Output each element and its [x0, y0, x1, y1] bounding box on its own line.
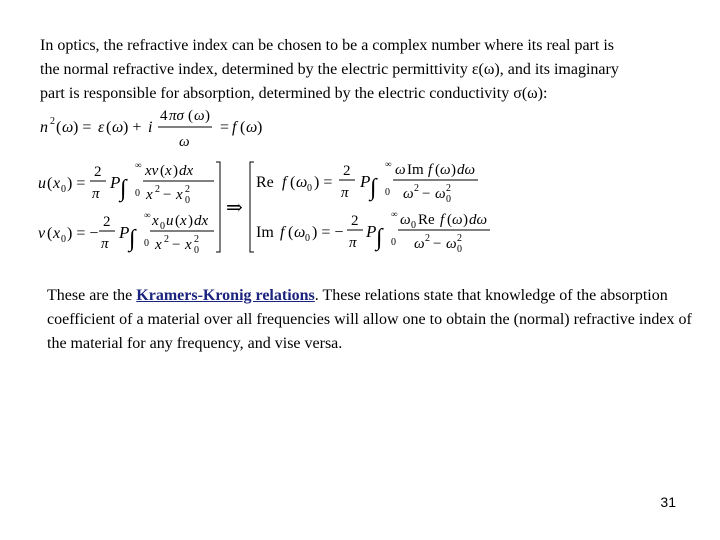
- svg-text:⇒: ⇒: [226, 197, 243, 219]
- svg-text:(: (: [435, 162, 440, 178]
- svg-text:ω: ω: [395, 162, 406, 178]
- outro-prefix: These are the: [47, 287, 137, 304]
- svg-text:ω: ω: [296, 174, 308, 191]
- svg-text:(: (: [47, 225, 53, 242]
- svg-text:Im: Im: [407, 162, 424, 178]
- svg-text:) =: ) =: [67, 175, 86, 192]
- svg-text:): ): [188, 213, 193, 229]
- kk-equation-im: [256, 209, 490, 255]
- svg-text:∞: ∞: [135, 160, 142, 170]
- svg-text:2: 2: [155, 184, 160, 195]
- svg-text:x: x: [180, 213, 187, 229]
- intro-line-3: part is responsible for absorption, determined by the electric conductivity σ(ω):: [40, 85, 548, 102]
- svg-text:2: 2: [194, 234, 199, 245]
- svg-text:−: −: [433, 236, 442, 252]
- svg-text:dω: dω: [469, 212, 488, 228]
- svg-text:Re: Re: [418, 212, 435, 228]
- refractive-index-equation: [40, 108, 262, 150]
- svg-text:x: x: [146, 187, 153, 203]
- svg-text:ω: ω: [294, 224, 306, 241]
- svg-text:ω: ω: [446, 236, 457, 252]
- svg-text:P: P: [119, 223, 130, 242]
- svg-text:0: 0: [61, 184, 66, 195]
- svg-text:∫: ∫: [129, 226, 136, 252]
- svg-text:ω: ω: [414, 236, 425, 252]
- svg-text:(: (: [240, 119, 246, 136]
- kramers-kronig-link[interactable]: Kramers-Kronig relations: [136, 287, 315, 304]
- svg-text:(: (: [56, 119, 62, 136]
- svg-text:x: x: [53, 225, 61, 242]
- svg-text:(: (: [106, 119, 112, 136]
- svg-text:(: (: [288, 224, 294, 241]
- intro-line-2: the normal refractive index, determined by the electric permittivity ε(ω), and its imaginary: [40, 61, 619, 78]
- svg-text:0: 0: [61, 234, 66, 245]
- svg-text:−: −: [163, 187, 172, 203]
- svg-text:∫: ∫: [376, 225, 383, 251]
- svg-text:π: π: [349, 235, 357, 251]
- svg-text:0: 0: [307, 183, 312, 194]
- svg-text:f: f: [280, 224, 285, 241]
- page-number: 31: [660, 494, 676, 510]
- svg-text:x: x: [176, 187, 183, 203]
- svg-text:0: 0: [446, 194, 451, 205]
- kk-equation-re: [256, 159, 478, 205]
- svg-text:2: 2: [446, 183, 451, 194]
- svg-text:u: u: [166, 213, 174, 229]
- svg-text:2: 2: [94, 164, 102, 180]
- svg-text:Re: Re: [256, 174, 274, 191]
- svg-text:ω: ω: [194, 108, 205, 124]
- svg-text:f: f: [428, 162, 433, 178]
- svg-text:f: f: [232, 119, 237, 136]
- svg-text:∫: ∫: [120, 176, 127, 202]
- svg-text:0: 0: [385, 187, 390, 198]
- svg-text:2: 2: [425, 233, 430, 244]
- svg-text:0: 0: [411, 220, 416, 231]
- svg-text:xv: xv: [145, 163, 159, 179]
- svg-text:): ): [463, 212, 468, 228]
- svg-text:ω: ω: [179, 134, 190, 150]
- svg-text:x: x: [155, 237, 162, 253]
- svg-text:π: π: [341, 185, 349, 201]
- svg-text:n: n: [40, 119, 48, 136]
- svg-text:2: 2: [185, 184, 190, 195]
- outro-paragraph: [47, 284, 697, 356]
- svg-text:4: 4: [160, 108, 168, 124]
- implies-connector: [216, 162, 254, 252]
- kk-equation-u: [38, 160, 214, 206]
- svg-text:0: 0: [135, 188, 140, 199]
- svg-text:P: P: [366, 222, 377, 241]
- svg-text:x: x: [165, 163, 172, 179]
- svg-text:): ): [173, 163, 178, 179]
- svg-text:2: 2: [457, 233, 462, 244]
- svg-text:ω: ω: [400, 212, 411, 228]
- svg-text:ω: ω: [403, 186, 414, 202]
- svg-text:x: x: [185, 237, 192, 253]
- svg-text:ω: ω: [435, 186, 446, 202]
- svg-text:f: f: [282, 174, 287, 191]
- svg-text:−: −: [422, 186, 431, 202]
- svg-text:): ): [257, 119, 263, 136]
- svg-text:π: π: [92, 186, 100, 202]
- svg-text:0: 0: [457, 244, 462, 255]
- svg-text:) +: ) +: [123, 119, 142, 136]
- svg-text:(: (: [47, 175, 53, 192]
- svg-text:π: π: [101, 236, 109, 252]
- svg-text:2: 2: [351, 213, 359, 229]
- svg-text:) =: ) =: [314, 174, 333, 191]
- svg-text:∞: ∞: [391, 209, 398, 219]
- svg-text:x: x: [152, 213, 159, 229]
- svg-text:) = −: ) = −: [67, 225, 99, 242]
- svg-text:0: 0: [305, 233, 310, 244]
- svg-text:P: P: [360, 172, 371, 191]
- kk-equation-v: [38, 210, 214, 256]
- svg-text:i: i: [148, 119, 153, 136]
- svg-text:0: 0: [194, 245, 199, 256]
- svg-text:P: P: [110, 173, 121, 192]
- svg-text:−: −: [172, 237, 181, 253]
- svg-text:0: 0: [144, 238, 149, 249]
- svg-text:(: (: [160, 163, 165, 179]
- svg-text:v: v: [38, 225, 46, 242]
- svg-text:∫: ∫: [370, 175, 377, 201]
- svg-text:=: =: [220, 119, 230, 136]
- svg-text:ε: ε: [98, 119, 105, 136]
- svg-text:ω: ω: [62, 119, 74, 136]
- intro-line-1: In optics, the refractive index can be chosen to be a complex number where its real part is: [40, 37, 614, 54]
- svg-text:2: 2: [164, 234, 169, 245]
- svg-text:ω: ω: [452, 212, 463, 228]
- svg-text:2: 2: [50, 116, 55, 127]
- svg-text:2: 2: [414, 183, 419, 194]
- svg-text:u: u: [38, 175, 46, 192]
- svg-text:0: 0: [391, 237, 396, 248]
- svg-text:dx: dx: [194, 213, 209, 229]
- svg-text:2: 2: [343, 163, 351, 179]
- svg-text:(: (: [447, 212, 452, 228]
- svg-text:) =: ) =: [73, 119, 92, 136]
- svg-text:2: 2: [103, 214, 111, 230]
- svg-text:∞: ∞: [144, 210, 151, 220]
- svg-text:dω: dω: [457, 162, 476, 178]
- svg-text:f: f: [440, 212, 445, 228]
- svg-text:dx: dx: [179, 163, 194, 179]
- svg-text:0: 0: [160, 221, 165, 232]
- svg-text:Im: Im: [256, 224, 274, 241]
- svg-text:(: (: [188, 108, 193, 124]
- svg-text:ω: ω: [246, 119, 258, 136]
- svg-text:x: x: [53, 175, 61, 192]
- svg-text:ω: ω: [440, 162, 451, 178]
- svg-text:): ): [205, 108, 210, 124]
- svg-text:) = −: ) = −: [312, 224, 344, 241]
- svg-text:(: (: [290, 174, 296, 191]
- svg-text:∞: ∞: [385, 159, 392, 169]
- svg-text:(: (: [175, 213, 180, 229]
- svg-text:0: 0: [185, 195, 190, 206]
- svg-text:): ): [451, 162, 456, 178]
- svg-text:πσ: πσ: [169, 108, 184, 124]
- outro-suffix: . These relations state that knowledge of the absorption coefficient of a material over all frequencies will allow one to obtain the (normal) refractive index of the material for any frequency, and vise versa.: [47, 287, 692, 352]
- svg-text:ω: ω: [112, 119, 124, 136]
